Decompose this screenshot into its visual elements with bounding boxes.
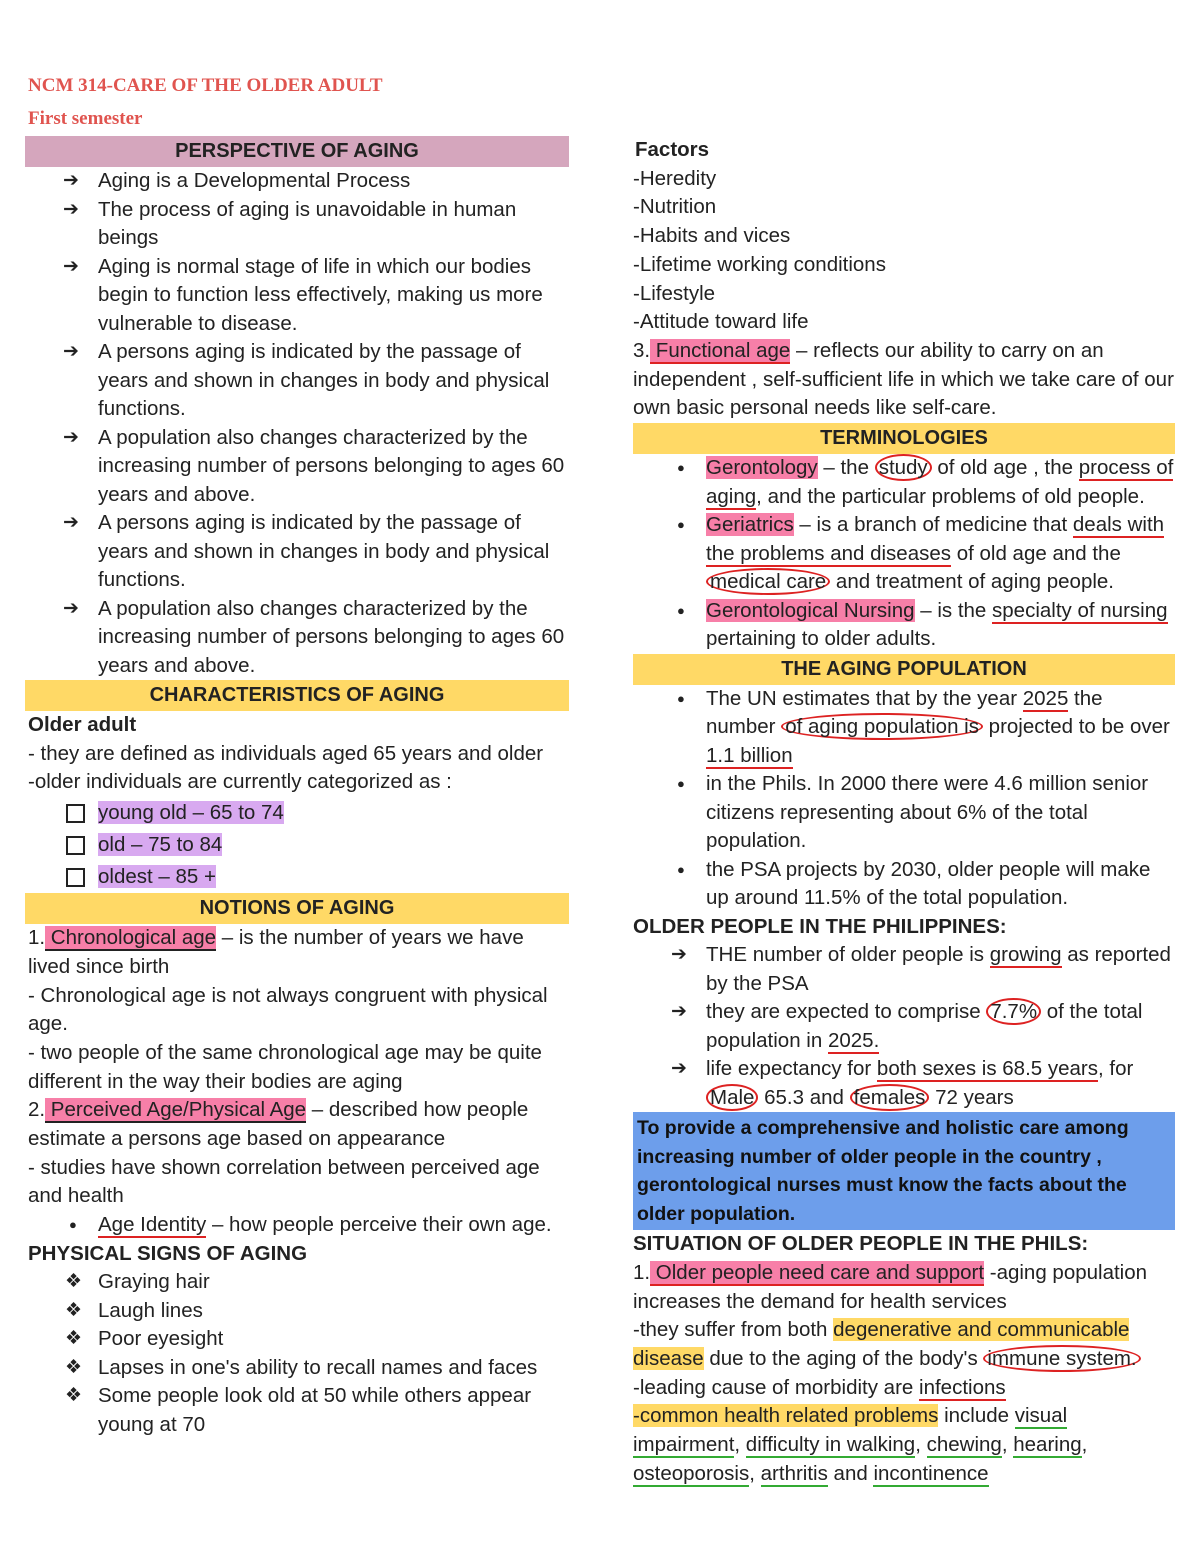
factor-item: -Habits and vices <box>633 224 791 248</box>
list-item: ➔ A population also changes characterized by the increasing number of persons belonging to ages 60 years and above. <box>25 595 569 681</box>
terminologies-list <box>633 454 1175 654</box>
callout-box: To provide a comprehensive and holistic care among increasing number of older people in the country , gerontological nurses must know the facts about the older population. <box>633 1112 1175 1230</box>
situation-item: -common health related problems include visual impairment, difficulty in walking, chewing, hearing, osteoporosis, arthritis and incontinence <box>633 1404 1088 1485</box>
factor-item: -Heredity <box>633 166 717 190</box>
list-item: ➔ life expectancy for both sexes is 68.5 years, for Male 65.3 and females 72 years <box>633 1055 1175 1112</box>
section-heading-perspective: PERSPECTIVE OF AGING <box>25 136 569 167</box>
notion-text: - studies have shown correlation between perceived age and health <box>28 1155 540 1208</box>
functional-age: 3. Functional age – reflects our ability to carry on an independent , self-sufficient life in which we take care of our own basic personal needs like self-care. <box>633 338 1174 420</box>
factor-item: -Attitude toward life <box>633 310 809 334</box>
perspective-list <box>25 167 569 680</box>
right-column <box>633 136 1175 1489</box>
situation-item: 1. Older people need care and support -aging population increases the demand for health services <box>633 1260 1148 1313</box>
semester-label: First semester <box>28 108 143 129</box>
factor-item: -Lifestyle <box>633 281 716 305</box>
situation-item: -leading cause of morbidity are infections <box>633 1375 1006 1399</box>
list-item: ➔ The process of aging is unavoidable in human beings <box>25 196 569 253</box>
checkbox-icon <box>66 836 85 855</box>
section-heading-characteristics: CHARACTERISTICS OF AGING <box>25 680 569 711</box>
factor-item: -Lifetime working conditions <box>633 252 886 276</box>
section-heading-terminologies: TERMINOLOGIES <box>633 423 1175 454</box>
list-item: ➔ Aging is normal stage of life in which our bodies begin to function less effectively, making us more vulnerable to disease. <box>25 253 569 339</box>
section-heading-situation: SITUATION OF OLDER PEOPLE IN THE PHILS: <box>633 1232 1089 1256</box>
list-item: ● in the Phils. In 2000 there were 4.6 million senior citizens representing about 6% of the total population. <box>633 770 1175 856</box>
checkbox-icon <box>66 868 85 887</box>
list-item: ➔ they are expected to comprise 7.7% of the total population in 2025. <box>633 998 1175 1055</box>
list-item: ➔ A persons aging is indicated by the passage of years and shown in changes in body and physical functions. <box>25 338 569 424</box>
list-item: ➔ THE number of older people is growing as reported by the PSA <box>633 941 1175 998</box>
list-item: old – 75 to 84 <box>25 829 569 861</box>
definition-text: - they are defined as individuals aged 65 years and older <box>28 741 544 765</box>
section-heading-philippines: OLDER PEOPLE IN THE PHILIPPINES: <box>633 914 1007 938</box>
list-item: ❖ Some people look old at 50 while others appear young at 70 <box>25 1382 569 1439</box>
factor-item: -Nutrition <box>633 195 717 219</box>
list-item: ❖ Laugh lines <box>25 1297 569 1326</box>
older-adult-subheading: Older adult <box>28 713 137 736</box>
list-item: oldest – 85 + <box>25 861 569 893</box>
list-item: ❖ Graying hair <box>25 1268 569 1297</box>
notion-text: - two people of the same chronological age may be quite different in the way their bodies are aging <box>28 1040 542 1093</box>
list-item: ● The UN estimates that by the year 2025 the number of aging population is projected to be over 1.1 billion <box>633 685 1175 771</box>
list-item: ● Age Identity – how people perceive their own age. <box>25 1211 569 1240</box>
notion-perceived: 2. Perceived Age/Physical Age – described how people estimate a persons age based on appearance <box>28 1098 529 1151</box>
list-item: ● Gerontology – the study of old age , the process of aging, and the particular problems of old people. <box>633 454 1175 511</box>
age-categories-list <box>25 797 569 893</box>
notion-chronological: 1. Chronological age – is the number of years we have lived since birth <box>28 926 524 978</box>
list-item: ➔ A persons aging is indicated by the passage of years and shown in changes in body and physical functions. <box>25 509 569 595</box>
list-item: ➔ A population also changes characterized by the increasing number of persons belonging to ages 60 years and above. <box>25 424 569 510</box>
list-item: ❖ Poor eyesight <box>25 1325 569 1354</box>
philippines-list <box>633 941 1175 1112</box>
list-item: ● Geriatrics – is a branch of medicine that deals with the problems and diseases of old age and the medical care and treatment of aging people. <box>633 511 1175 597</box>
list-item: ● Gerontological Nursing – is the specialty of nursing pertaining to older adults. <box>633 597 1175 654</box>
situation-item: -they suffer from both degenerative and communicable disease due to the aging of the body's immune system. <box>633 1316 1175 1373</box>
list-item: ❖ Lapses in one's ability to recall names and faces <box>25 1354 569 1383</box>
population-list <box>633 685 1175 913</box>
notion-text: - Chronological age is not always congruent with physical age. <box>28 983 548 1036</box>
categories-intro: -older individuals are currently categorized as : <box>28 770 452 794</box>
physical-signs-list <box>25 1268 569 1439</box>
section-heading-notions: NOTIONS OF AGING <box>25 893 569 924</box>
list-item: young old – 65 to 74 <box>25 797 569 829</box>
section-heading-physical: PHYSICAL SIGNS OF AGING <box>28 1241 308 1265</box>
list-item: ➔ Aging is a Developmental Process <box>25 167 569 196</box>
age-identity-list <box>25 1211 569 1240</box>
left-column <box>25 136 569 1439</box>
factors-heading: Factors <box>635 138 710 161</box>
section-heading-population: THE AGING POPULATION <box>633 654 1175 685</box>
course-title: NCM 314-CARE OF THE OLDER ADULT <box>28 75 383 96</box>
checkbox-icon <box>66 804 85 823</box>
list-item: ● the PSA projects by 2030, older people will make up around 11.5% of the total population. <box>633 856 1175 913</box>
